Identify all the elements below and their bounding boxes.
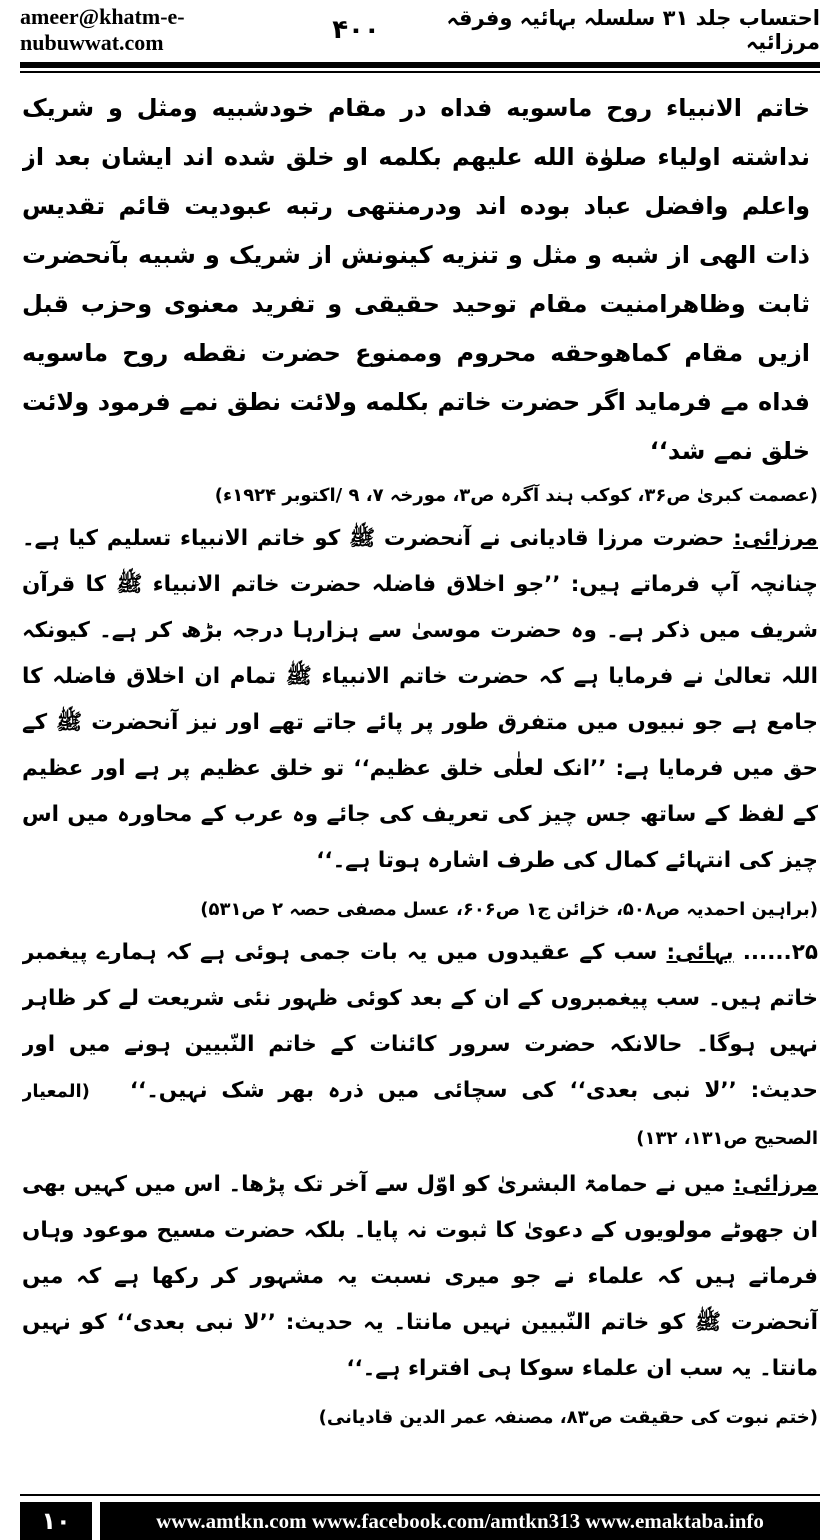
header-rule-thin: [20, 71, 820, 73]
header-rule-thick: [20, 62, 820, 68]
speaker-label-mirzai: مرزائی:: [733, 526, 818, 551]
mirzai-paragraph-1: [22, 516, 818, 884]
mirzai-paragraph-1-text: حضرت مرزا قادیانی نے آنحضرت ﷺ کو خاتم الانبیاء تسلیم کیا ہے۔ چنانچہ آپ فرماتے ہیں: ’’جو اخلاق فاضلہ حضرت خاتم الانبیاء ﷺ کا قرآن شریف میں ذکر ہے۔ وہ حضرت موسیٰ سے ہزارہا درجہ بڑھ کر ہے۔ کیونکہ اللہ تعالیٰ نے فرمایا ہے کہ حضرت خاتم الانبیاء ﷺ تمام ان اخلاق فاضلہ کا جامع ہے جو نبیوں میں متفرق طور پر پائے جاتے تھے اور نیز آنحضرت ﷺ کے حق میں فرمایا ہے: ’’انک لعلٰی خلق عظیم‘‘ تو خلق عظیم پر ہے اور عظیم کے لفظ کے ساتھ جس چیز کی تعریف کی جائے وہ عرب کے محاورہ میں اس چیز کی انتہائے کمال کی طرف اشارہ ہوتا ہے۔‘‘: [22, 526, 818, 873]
footer-page-number: ۱۰: [20, 1502, 92, 1540]
page-footer: [20, 1502, 820, 1540]
bahai-paragraph-text: سب کے عقیدوں میں یہ بات جمی ہوئی ہے کہ ہمارے پیغمبر خاتم ہیں۔ سب پیغمبروں کے ان کے بعد کوئی ظہور نئی شریعت لے کر ظاہر نہیں ہوگا۔ حالانکہ حضرت سرور کائنات کے خاتم النّبیین ہونے میں اور حدیث: ’’لا نبی بعدی‘‘ کی سچائی میں ذرہ بھر شک نہیں۔‘‘: [22, 940, 818, 1103]
persian-quote: خاتم الانبیاء روح ماسویه فداه در مقام خودشبیه ومثل و شریک نداشته اولیاء صلوٰة الله علیهم بکلمه او خلق شده اند ایشان بعد از واعلم وافضل عباد بوده اند ودرمنتهی رتبه عبودیت قائم تقدیس ذات الهی از شبه و مثل و تنزیه کینونش از شریک و شبیه بآنحضرت ثابت وظاهرامنیت مقام توحید حقیقی و تفرید معنوی وحزب قبل ازیں مقام کماهوحقه محروم وممنوع حضرت نقطه روح ماسویه فداه مے فرماید اگر حضرت خاتم بکلمه ولائت نطق نمے فرمود ولائت خلق نمے شد‘‘: [22, 94, 810, 465]
header-book-title: احتساب جلد ۳۱ سلسلہ بہائیہ وفرقہ مرزائیہ: [446, 6, 820, 54]
reference-al-miyar: (المعیار الصحیح ص۱۳۱، ۱۳۲): [22, 1081, 818, 1149]
header-page-number: ۴۰۰: [332, 15, 380, 45]
mirzai-paragraph-2: [22, 1162, 818, 1392]
speaker-label-mirzai-2: مرزائی:: [733, 1172, 818, 1197]
header-left-group: [20, 4, 380, 56]
mirzai-paragraph-2-text: میں نے حمامۃ البشریٰ کو اوّل سے آخر تک پڑھا۔ اس میں کہیں بھی ان جھوٹے مولویوں کے دعویٰ کا ثبوت نہ پایا۔ بلکہ حضرت مسیح موعود وہاں فرماتے ہیں کہ علماء نے جو میری نسبت یہ مشہور کر رکھا ہے کہ میں آنحضرت ﷺ کو خاتم النّبیین نہیں مانتا۔ یہ حدیث: ’’لا نبی بعدی‘‘ کو نہیں مانتا۔ یہ سب ان علماء سوکا ہی افتراء ہے۔‘‘: [22, 1172, 818, 1381]
bahai-paragraph: [22, 930, 818, 1162]
header-email[interactable]: ameer@khatm-e-nubuwwat.com: [20, 4, 185, 55]
footer-links[interactable]: www.amtkn.com www.facebook.com/amtkn313 www.emaktaba.info: [100, 1502, 820, 1540]
page-header: [20, 0, 820, 60]
reference-barahin-ahmadiyya: (براہین احمدیہ ص۵۰۸، خزائن ج۱ ص۶۰۶، عسل مصفی حصہ ۲ ص۵۳۱): [200, 899, 818, 920]
reference-ismat-kubra: (عصمت کبریٰ ص۳۶، کوکب ہند آگرہ ص۳، مورخہ ۷، ۹ /اکتوبر ۱۹۲۴ء): [214, 485, 818, 506]
footer-rule: [20, 1494, 820, 1496]
speaker-label-bahai: بہائی:: [666, 940, 734, 965]
paragraph-number: ۲۵......: [742, 940, 818, 965]
page-body: [22, 84, 818, 1464]
reference-khatm-nubuwwat: (ختم نبوت کی حقیقت ص۸۳، مصنفہ عمر الدین قادیانی): [318, 1407, 818, 1428]
